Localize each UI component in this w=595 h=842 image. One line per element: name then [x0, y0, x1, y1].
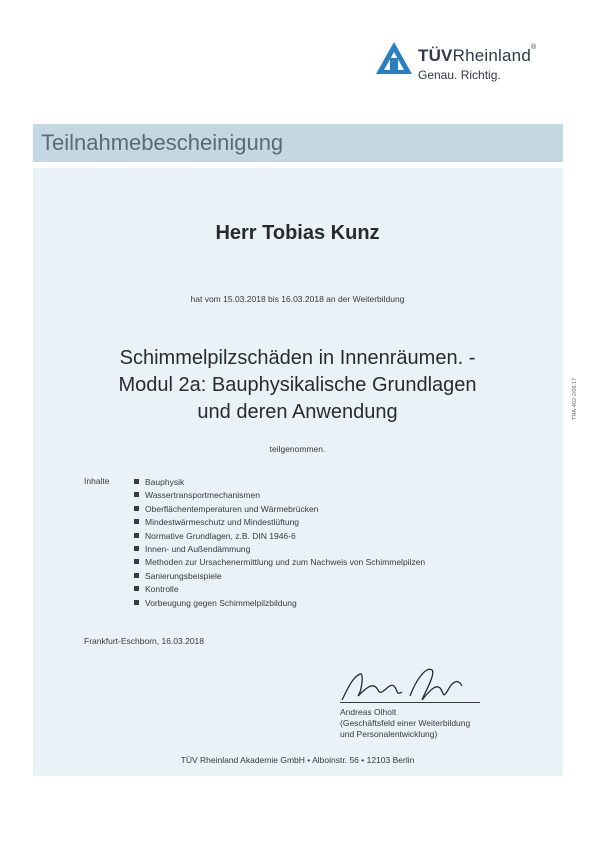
course-title-line: Modul 2a: Bauphysikalische Grundlagen [118, 374, 477, 396]
bullet-icon [134, 573, 139, 578]
bullet-icon [134, 533, 139, 538]
contents-label: Inhalte [84, 476, 110, 486]
form-number: TRA-402-2/06.17 [572, 377, 578, 420]
bullet-icon [134, 586, 139, 591]
bullet-icon [134, 600, 139, 605]
course-title-line: und deren Anwendung [197, 401, 398, 423]
signer-name: Andreas Olholt [340, 707, 397, 717]
signer-role: und Personalentwicklung) [340, 729, 438, 739]
bullet-icon [134, 546, 139, 551]
tuv-triangle-icon [374, 40, 414, 76]
list-item: Kontrolle [134, 583, 425, 596]
title-band [33, 124, 563, 162]
signature-line [340, 702, 480, 703]
footer-address: TÜV Rheinland Akademie GmbH • Alboinstr. 56 • 12103 Berlin [180, 755, 415, 765]
bullet-icon [134, 492, 139, 497]
participated-text: teilgenommen. [269, 444, 326, 454]
list-item: Mindestwärmeschutz und Mindestlüftung [134, 516, 425, 529]
signer-block [340, 707, 470, 740]
bullet-icon [134, 506, 139, 511]
place-date: Frankfurt-Eschborn, 16.03.2018 [84, 636, 205, 646]
course-title [0, 345, 595, 426]
brand-name: TÜVRheinland® [418, 44, 537, 65]
recipient-name: Herr Tobias Kunz [215, 222, 380, 244]
certificate-title: Teilnahmebescheinigung [41, 130, 284, 155]
bullet-icon [134, 479, 139, 484]
topics-list [134, 476, 425, 610]
attendance-dates: hat vom 15.03.2018 bis 16.03.2018 an der Weiterbildung [190, 294, 405, 304]
bullet-icon [134, 559, 139, 564]
signer-role: (Geschäftsfeld einer Weiterbildung [340, 718, 471, 728]
certificate-panel [33, 168, 563, 776]
bullet-icon [134, 519, 139, 524]
list-item: Innen- und Außendämmung [134, 543, 425, 556]
list-item: Normative Grundlagen, z.B. DIN 1946-6 [134, 530, 425, 543]
handwritten-signature [338, 660, 468, 708]
list-item: Methoden zur Ursachenermittlung und zum Nachweis von Schimmelpilzen [134, 556, 425, 569]
tuv-rheinland-logo [374, 40, 574, 90]
course-title-line: Schimmelpilzschäden in Innenräumen. - [119, 347, 476, 369]
list-item: Oberflächentemperaturen und Wärmebrücken [134, 503, 425, 516]
list-item: Sanierungsbeispiele [134, 570, 425, 583]
list-item: Vorbeugung gegen Schimmelpilzbildung [134, 597, 425, 610]
brand-tagline: Genau. Richtig. [418, 68, 501, 82]
list-item: Wassertransportmechanismen [134, 489, 425, 502]
list-item: Bauphysik [134, 476, 425, 489]
